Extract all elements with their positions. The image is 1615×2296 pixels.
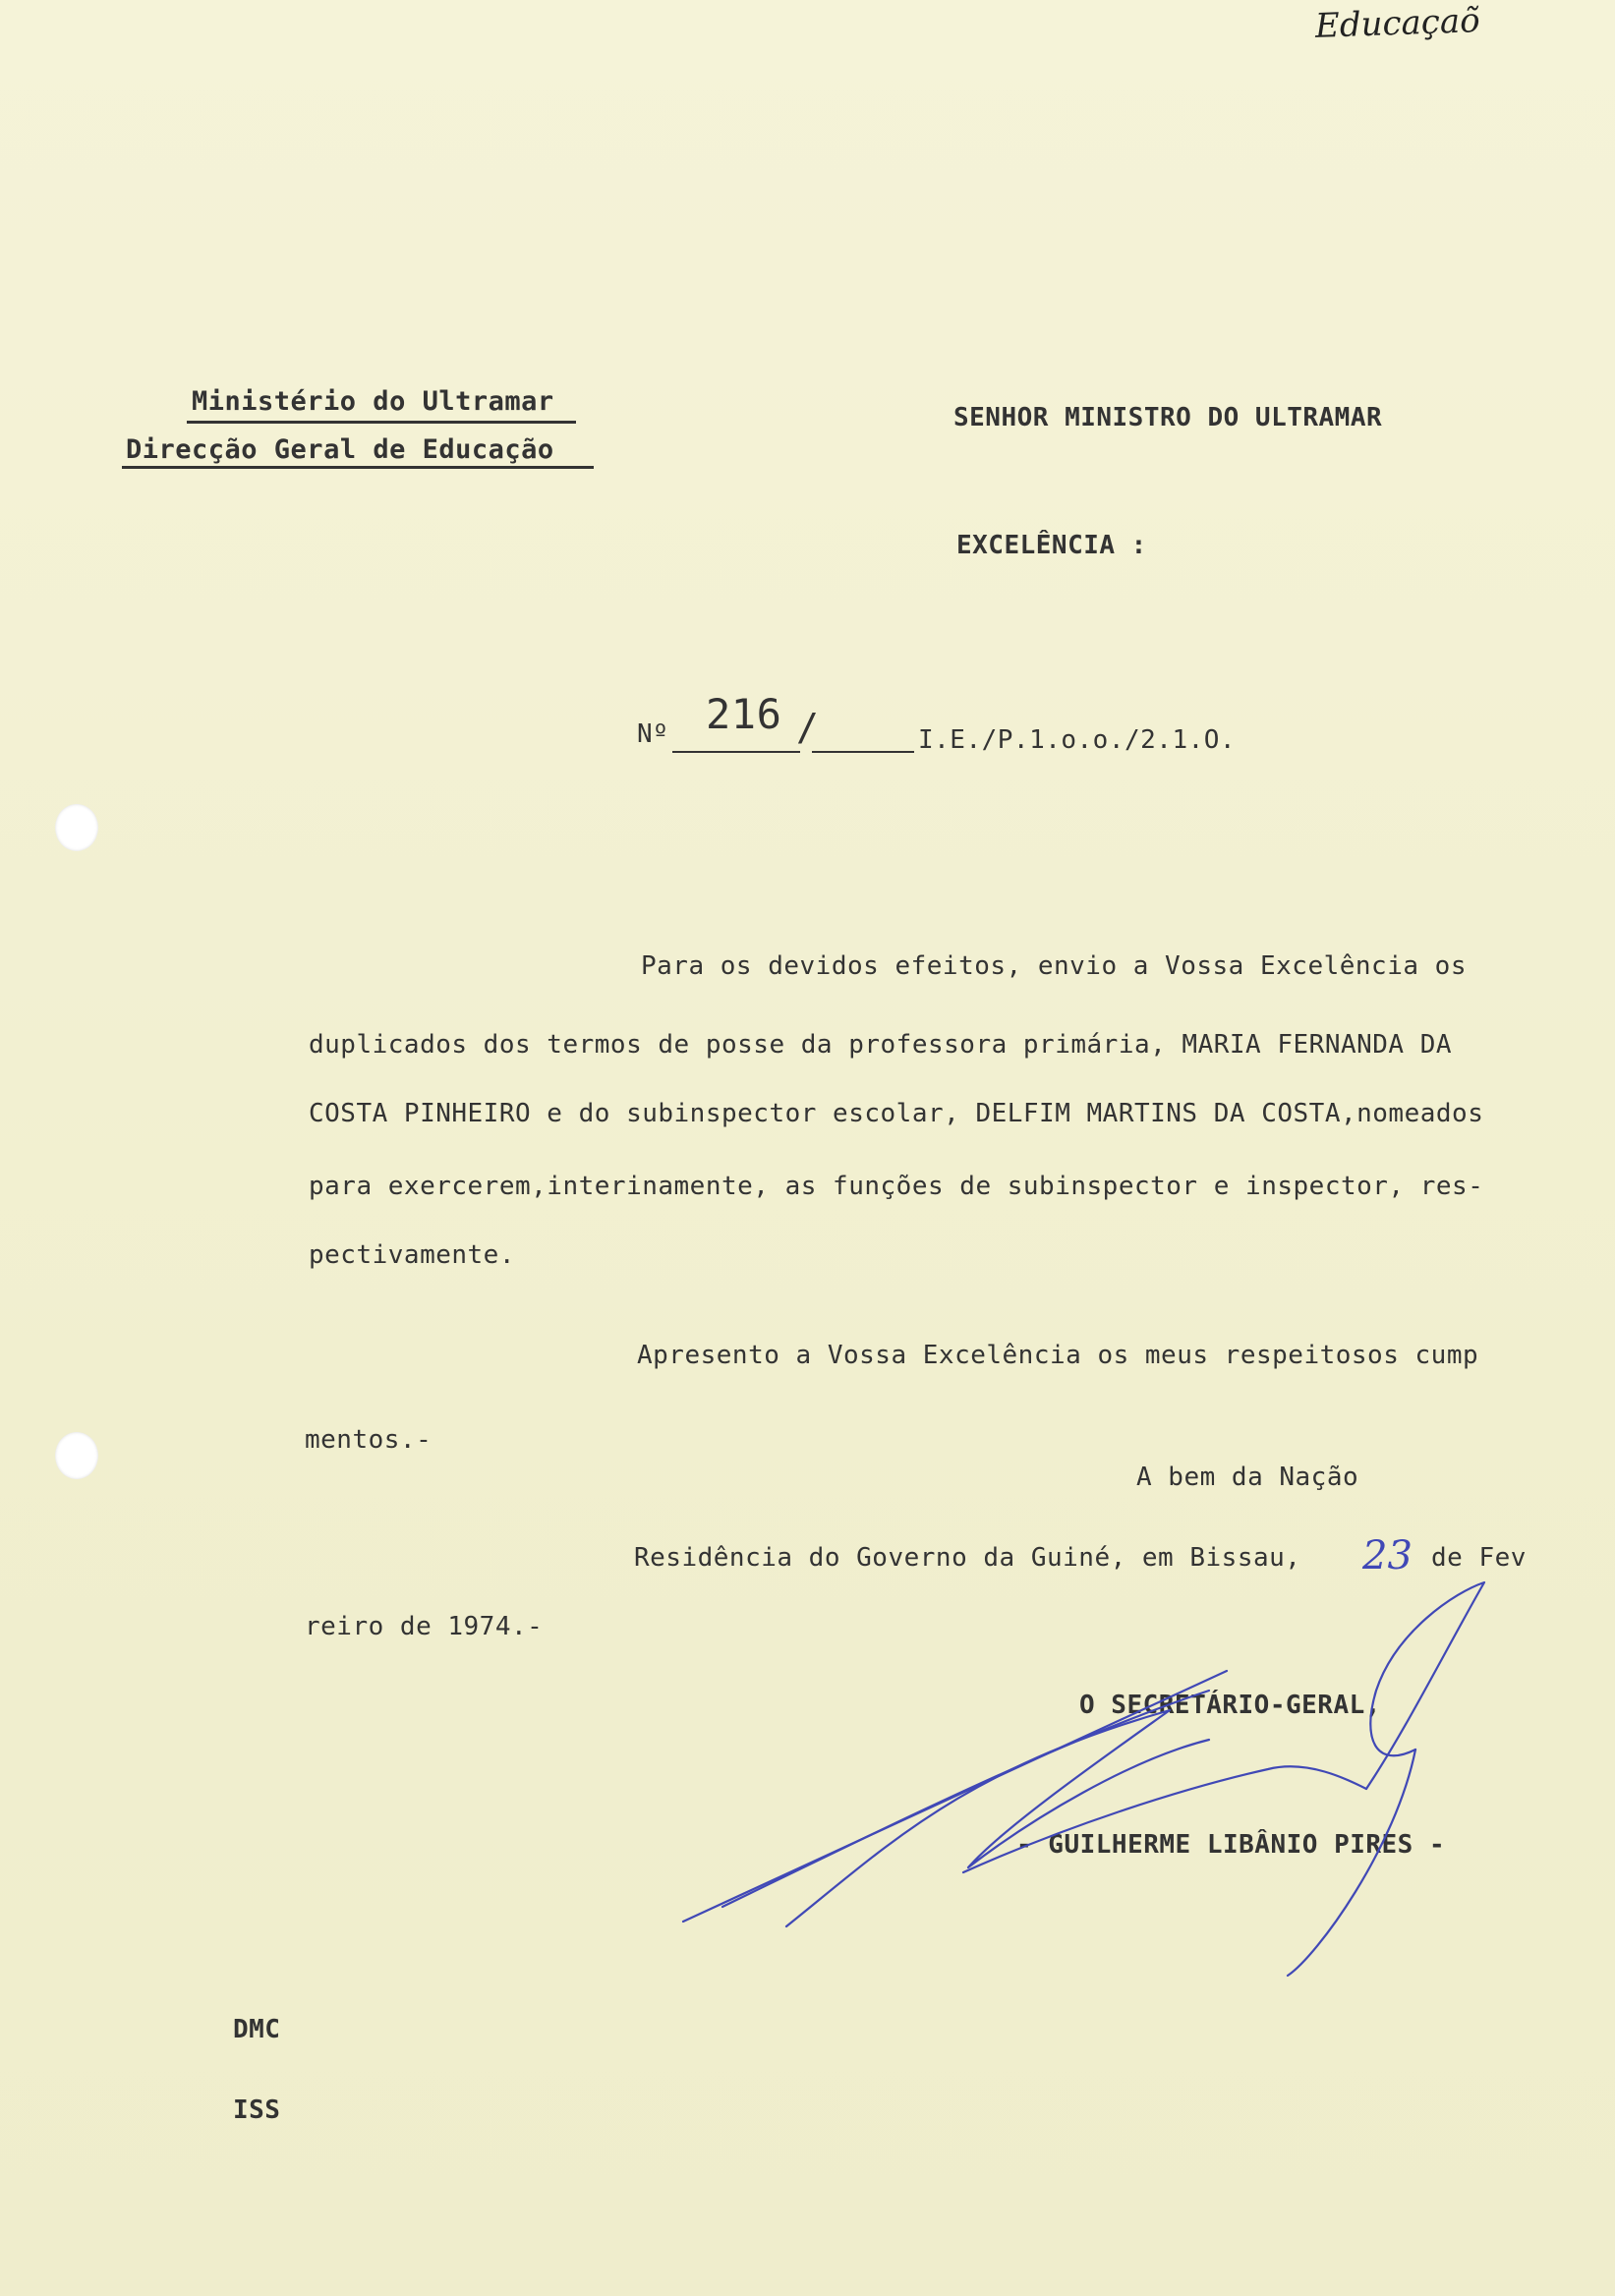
reference-separator: / bbox=[796, 706, 820, 749]
footer-code: ISS bbox=[233, 2095, 281, 2125]
paragraph2-line: Apresento a Vossa Excelência os meus respeitosos cump bbox=[637, 1341, 1479, 1370]
addressee: SENHOR MINISTRO DO ULTRAMAR bbox=[953, 403, 1383, 432]
handwritten-note: Educaçaõ bbox=[1314, 1, 1481, 46]
footer-code: DMC bbox=[233, 2015, 281, 2044]
paragraph1-line: Para os devidos efeitos, envio a Vossa Excelência os bbox=[641, 951, 1467, 981]
closing-motto: A bem da Nação bbox=[1136, 1463, 1359, 1492]
directorate-heading: Direcção Geral de Educação bbox=[126, 434, 554, 465]
reference-number: 216 bbox=[706, 690, 782, 738]
paragraph1-line: pectivamente. bbox=[309, 1240, 515, 1270]
salutation: EXCELÊNCIA : bbox=[956, 531, 1147, 560]
ministry-heading: Ministério do Ultramar bbox=[192, 386, 554, 417]
signature-name: - GUILHERME LIBÂNIO PIRES - bbox=[1016, 1830, 1446, 1860]
paragraph1-line: COSTA PINHEIRO e do subinspector escolar, DELFIM MARTINS DA COSTA,nomeados bbox=[309, 1099, 1484, 1128]
paragraph2-line: mentos.- bbox=[305, 1425, 433, 1455]
signature-title: O SECRETÁRIO-GERAL, bbox=[1079, 1691, 1381, 1720]
paragraph1-line: duplicados dos termos de posse da professora primária, MARIA FERNANDA DA bbox=[309, 1030, 1453, 1060]
place-date-line: Residência do Governo da Guiné, em Bissau, bbox=[634, 1543, 1301, 1573]
paragraph1-line: para exercerem,interinamente, as funções de subinspector e inspector, res- bbox=[309, 1172, 1484, 1201]
place-date-line2: reiro de 1974.- bbox=[305, 1612, 544, 1641]
reference-suffix: I.E./P.1.o.o./2.1.O. bbox=[918, 725, 1237, 755]
place-date-month-start: de Fev bbox=[1431, 1543, 1527, 1573]
reference-prefix: Nº bbox=[637, 719, 669, 749]
handwritten-day: 23 bbox=[1362, 1533, 1413, 1578]
